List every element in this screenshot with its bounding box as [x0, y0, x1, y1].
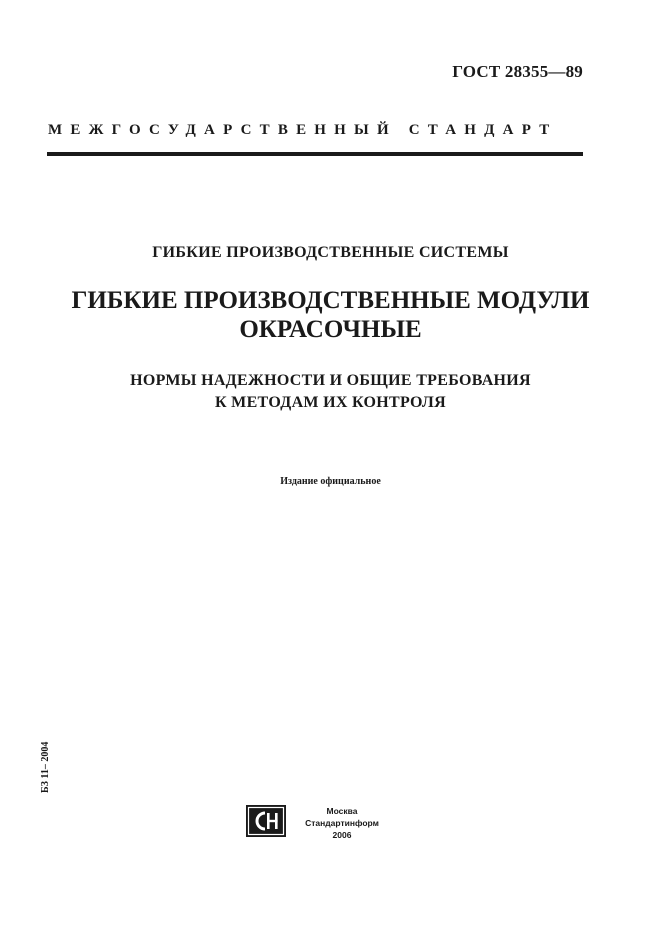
publisher-year: 2006 [332, 830, 352, 840]
subtitle-line-2: К МЕТОДАМ ИХ КОНТРОЛЯ [214, 394, 447, 411]
main-title-line-2: ОКРАСОЧНЫЕ [239, 316, 422, 343]
main-title [0, 286, 661, 344]
standartinform-logo-icon [246, 805, 286, 837]
edition-note: Издание официальное [280, 476, 381, 487]
side-code: БЗ 11– 2004 [40, 741, 51, 793]
main-title-line-1: ГИБКИЕ ПРОИЗВОДСТВЕННЫЕ МОДУЛИ [71, 287, 590, 314]
header-divider [47, 152, 583, 156]
publisher-name: Стандартинформ [305, 818, 379, 828]
subtitle [0, 370, 661, 414]
publisher-city: Москва [326, 806, 358, 816]
gost-number: ГОСТ 28355—89 [452, 62, 583, 81]
subtitle-line-1: НОРМЫ НАДЕЖНОСТИ И ОБЩИЕ ТРЕБОВАНИЯ [130, 372, 531, 389]
standard-type: МЕЖГОСУДАРСТВЕННЫЙ СТАНДАРТ [48, 122, 558, 138]
series-title: ГИБКИЕ ПРОИЗВОДСТВЕННЫЕ СИСТЕМЫ [152, 244, 509, 261]
publisher-block [300, 805, 384, 841]
